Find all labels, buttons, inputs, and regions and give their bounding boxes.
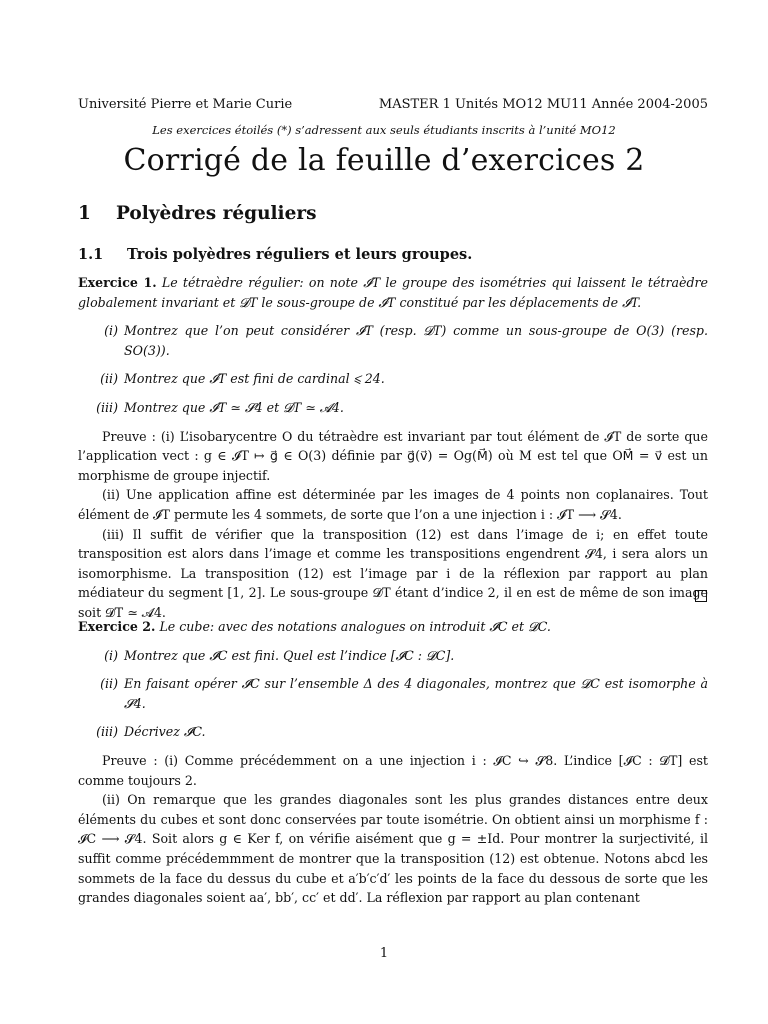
item-text: Montrez que 𝓘C est fini. Quel est l’indice [𝓘C : 𝓓C].	[124, 647, 455, 663]
section-number: 1	[78, 203, 91, 224]
item-text: Montrez que 𝓘T ≃ 𝓢4 et 𝓓T ≃ 𝓐4.	[124, 399, 344, 415]
subsection-number: 1.1	[78, 246, 104, 263]
exercise-1-item	[78, 398, 708, 418]
section-title: Polyèdres réguliers	[116, 203, 317, 224]
exercise-2	[78, 617, 708, 908]
exercise-1-label: Exercice 1.	[78, 275, 157, 290]
item-text: En faisant opérer 𝓘C sur l’ensemble Δ des 4 diagonales, montrez que 𝓓C est isomorphe à 𝓢4.	[124, 676, 708, 711]
subsection-title: Trois polyèdres réguliers et leurs groupes.	[127, 246, 473, 263]
item-label: (ii)	[100, 371, 118, 387]
exercise-1-proof-iii: (iii) Il suffit de vérifier que la transposition (12) est dans l’image de i; en effet toute transposition est alors dans l’image et comme les transpositions engendrent 𝓢4, i sera alors un isomorphisme. La transposition (12) est l’image par i de la réflexion par rapport au plan médiateur du segment [1, 2]. Le sous-groupe 𝓓T étant d’indice 2, il en est de même de son image soit 𝓓T ≃ 𝓐4.	[78, 526, 708, 620]
section-heading	[78, 203, 317, 224]
exercise-2-proof-i: Preuve : (i) Comme précédemment on a une injection i : 𝓘C ↪ 𝓢8. L’indice [𝓘C : 𝓓T] est comme toujours 2.	[78, 752, 708, 788]
starred-exercises-note: Les exercices étoilés (*) s’adressent aux seuls étudiants inscrits à l’unité MO12	[152, 123, 616, 137]
page-title: Corrigé de la feuille d’exercices 2	[123, 143, 645, 178]
exercise-2-label: Exercice 2.	[78, 619, 156, 634]
exercise-1-proof-ii: (ii) Une application affine est déterminée par les images de 4 points non coplanaires. Tout élément de 𝓘T permute les 4 sommets, de sorte que l’on a une injection i : 𝓘T ⟶ 𝓢4.	[78, 487, 708, 522]
exercise-2-statement	[78, 617, 708, 637]
item-label: (i)	[104, 323, 118, 339]
item-text: Montrez que 𝓘T est fini de cardinal ⩽ 24.	[124, 371, 385, 387]
subsection-heading	[78, 246, 472, 263]
item-text: Décrivez 𝓘C.	[124, 724, 206, 740]
exercise-1-proof-i: Preuve : (i) L’isobarycentre O du tétraèdre est invariant par tout élément de 𝓘T de sorte que l’application vect : g ∈ 𝓘T ↦ g⃗ ∈ O(3) définie par g⃗(v⃗) = Og(M⃗) où M est tel que OM⃗ = v⃗ est un morphisme de groupe injectif.	[78, 428, 708, 483]
item-label: (ii)	[100, 676, 118, 692]
exercise-2-proof-ii: (ii) On remarque que les grandes diagonales sont les plus grandes distances entre deux éléments du cubes et sont donc conservées par toute isométrie. On obtient ainsi un morphisme f : 𝓘C ⟶ 𝓢4. Soit alors g ∈ Ker f, on vérifie aisément que g = ±Id. Pour montrer la surjectivité, il suffit comme précédemmment de montrer que la transposition (12) est obtenue. Notons abcd les sommets de la face du dessus du cube et a′b′c′d′ les points de la face du dessous de sorte que les grandes diagonales soient aa′, bb′, cc′ et dd′. La réflexion par rapport au plan contenant	[78, 792, 708, 906]
exercise-1-text: Le tétraèdre régulier: on note 𝓘T le groupe des isométries qui laissent le tétraèdre globalement invariant et 𝓓T le sous-groupe de 𝓘T constitué par les déplacements de 𝓘T.	[78, 275, 708, 310]
exercise-1-statement	[78, 273, 708, 312]
item-label: (iii)	[96, 399, 118, 415]
exercise-2-item	[78, 646, 708, 666]
item-text: Montrez que l’on peut considérer 𝓘T (resp. 𝓓T) comme un sous-groupe de O(3) (resp. SO(3)).	[124, 323, 708, 358]
university-name: Université Pierre et Marie Curie	[78, 97, 293, 112]
page-number: 1	[379, 946, 389, 961]
qed-square-icon	[695, 590, 707, 602]
exercise-1	[78, 273, 708, 623]
exercise-2-text: Le cube: avec des notations analogues on introduit 𝓘C et 𝓓C.	[159, 619, 551, 634]
exercise-2-item	[78, 722, 708, 742]
item-label: (iii)	[96, 724, 118, 740]
exercise-1-item	[78, 369, 708, 389]
exercise-2-item	[78, 674, 708, 713]
exercise-1-item	[78, 321, 708, 360]
item-label: (i)	[104, 647, 118, 663]
course-info: MASTER 1 Unités MO12 MU11 Année 2004-2005	[378, 97, 708, 112]
